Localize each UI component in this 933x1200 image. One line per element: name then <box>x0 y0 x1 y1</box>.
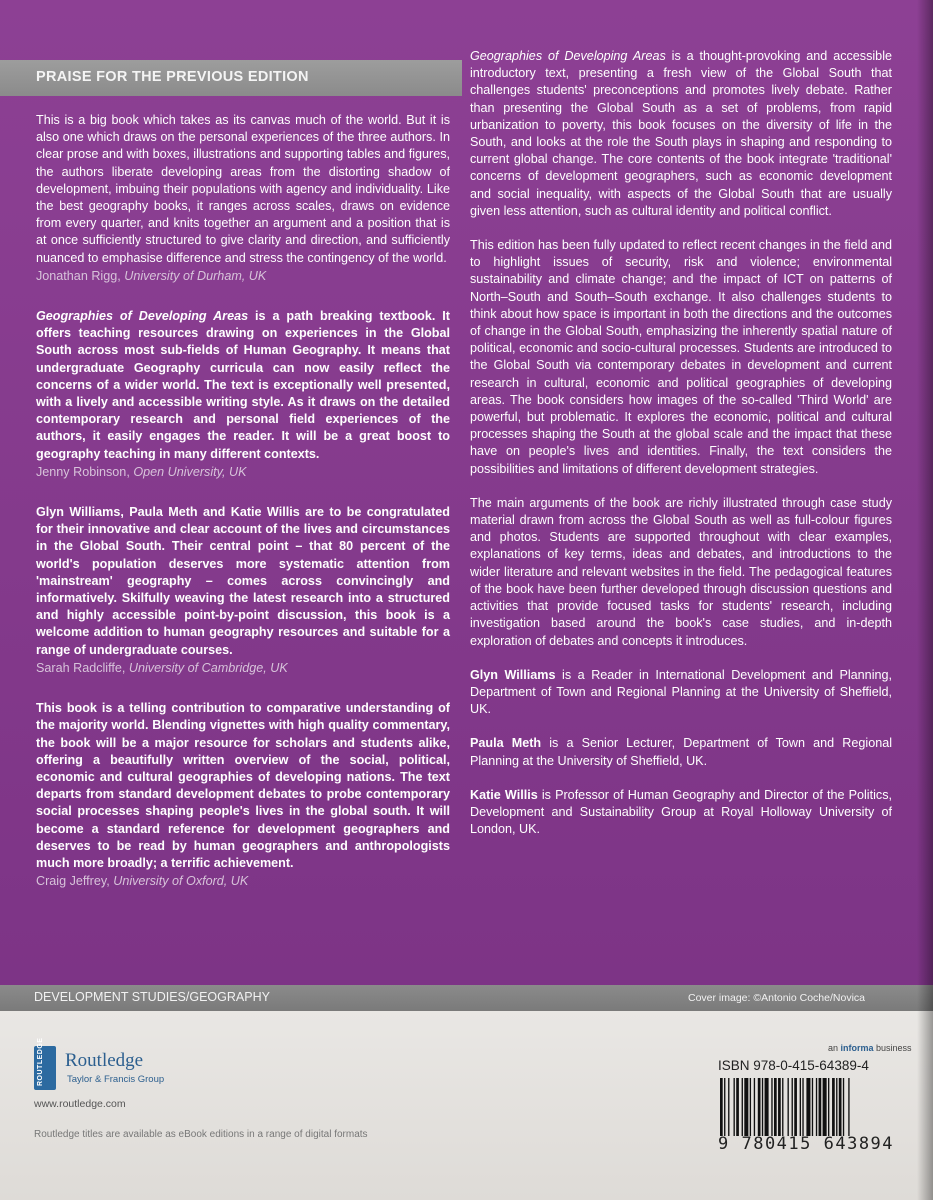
author-bio: Katie Willis is Professor of Human Geography and Director of the Politics, Development and Sustainability Group at Royal Holloway University of London, UK. <box>470 787 892 837</box>
author-name: Katie Willis <box>470 787 538 802</box>
praise-quote <box>36 504 450 677</box>
isbn-label: ISBN 978-0-415-64389-4 <box>718 1058 869 1073</box>
subject-category: DEVELOPMENT STUDIES/GEOGRAPHY <box>34 990 270 1004</box>
subject-strip <box>0 985 933 1011</box>
barcode-digits: 9 780415 643894 <box>718 1134 895 1154</box>
praise-author: Jenny Robinson, <box>36 464 130 479</box>
praise-text: This book is a telling contribution to comparative understanding of the majority world. Blending vignettes with high quality commentary, the book will be a major resource for scholars and students alike, offering a beautifully written overview of the social, political, economic and cultural geographies of developing nations. The text departs from standard development debates to probe contemporary social processes shaping people's lives in the global south. It will become a standard reference for development geographers and deserves to be read by human geographers and anthropologists much more broadly; a terrific achievement. <box>36 701 450 870</box>
book-title-mention: Geographies of Developing Areas <box>36 309 249 324</box>
praise-text: Glyn Williams, Paula Meth and Katie Willis are to be congratulated for their innovative and clear account of the lives and circumstances in the Global South. Their central point – that 80 percent of the world's population deserves more systematic attention from 'mainstream' geography – comes across convincingly and informatively. Skilfully weaving the latest research into a structured and highly accessible point-by-point discussion, this book is a welcome addition to human geography resources and suitable for a range of undergraduate courses. <box>36 505 450 657</box>
praise-author: Jonathan Rigg, <box>36 268 121 283</box>
praise-heading: PRAISE FOR THE PREVIOUS EDITION <box>36 69 309 85</box>
publisher-name: Routledge <box>65 1050 144 1071</box>
praise-attribution <box>36 660 450 677</box>
author-name: Paula Meth <box>470 736 542 751</box>
praise-banner <box>0 60 462 96</box>
praise-affiliation: Open University, UK <box>133 464 247 479</box>
book-title-mention: Geographies of Developing Areas <box>470 49 666 63</box>
praise-author: Sarah Radcliffe, <box>36 660 126 675</box>
praise-text: This is a big book which takes as its canvas much of the world. But it is also one which draws on the personal experiences of the three authors. In clear prose and with boxes, illustrations and supporting tables and figures, the authors liberate developing areas from the distorting shadow of development, imbuing their populations with agency and individuality. Like the best geography books, it ranges across scales, draws on evidence from every quarter, and knits together an argument and a position that is at once sufficiently structured to give clarity and direction, and sufficiently nuanced to emphasise difference and stress the contingency of the world. <box>36 113 450 265</box>
praise-affiliation: University of Durham, UK <box>124 268 267 283</box>
author-bio: Glyn Williams is a Reader in International Development and Planning, Department of Town and Regional Planning at the University of Sheffield, UK. <box>470 667 892 717</box>
praise-attribution <box>36 268 450 285</box>
routledge-logo-mark: ROUTLEDGE <box>34 1046 56 1090</box>
praise-quote <box>36 112 450 285</box>
author-name: Glyn Williams <box>470 667 556 682</box>
praise-author: Craig Jeffrey, <box>36 874 110 889</box>
cover-edge-shadow <box>917 0 933 1200</box>
ebook-note: Routledge titles are available as eBook editions in a range of digital formats <box>34 1129 368 1140</box>
author-bio: Paula Meth is a Senior Lecturer, Department of Town and Regional Planning at the University of Sheffield, UK. <box>470 736 892 768</box>
praise-affiliation: University of Cambridge, UK <box>128 660 288 675</box>
praise-quote <box>36 700 450 890</box>
description-paragraph: Geographies of Developing Areas is a thought-provoking and accessible introductory text, presenting a fresh view of the Global South that challenges students' preconceptions and promotes lively debate. Rather than presenting the Global South as a set of problems, from rapid urbanization to poverty, this book focuses on the diversity of life in the South, and looks at the role the South plays in shaping and responding to current global change. The core contents of the book integrate 'traditional' concerns of development geographers, such as economic development and social inequality, with aspects of the Global South that are usually given less attention, such as cultural identity and political conflict. <box>470 49 892 218</box>
description-paragraph: The main arguments of the book are richly illustrated through case study material drawn from across the Global South as well as full-colour figures and photos. Students are supported throughout with clear examples, explanations of key terms, ideas and debates, and introductions to the wider literature and relevant websites in the field. The pedagogical features of the book have been further developed through discussion questions and activities that provide focused tasks for students' research, including investigation based around the book's case studies, and in-depth exploration of debates and concepts it introduces. <box>470 495 892 648</box>
routledge-logo <box>34 1037 234 1090</box>
praise-text: is a path breaking textbook. It offers teaching resources drawing on experiences in the Global South across most sub-fields of Human Geography. It means that undergraduate Geography curricula can now easily reflect the concerns of a wider world. The text is exceptionally well presented, with a lively and accessible writing style. As it draws on the detailed contemporary research and personal field experiences of the authors, it easily engages the reader. It will be a great boost to geography teaching in many different contexts. <box>36 309 450 461</box>
praise-attribution <box>36 873 450 890</box>
cover-credit: Cover image: ©Antonio Coche/Novica <box>688 992 865 1004</box>
description-column <box>470 48 892 855</box>
informa-tagline: an informa business <box>828 1043 912 1053</box>
description-paragraph: This edition has been fully updated to reflect recent changes in the field and to highlight issues of security, risk and violence; environmental sustainability and climate change; and the impact of ICT on patterns of North–South and South–South exchange. It also challenges students to think about how space is important in both the directions and the outcomes of change in the Global South, emphasizing the inherently spatial nature of political, economic and socio-cultural processes. Students are introduced to the Global South via contemporary debates in development and current research in cultural, economic and political geographies of developing areas. The book considers how images of the so-called 'Third World' are powerful, but problematic. It explores the economic, political and cultural processes shaping the South at the global scale and the impact that these have on people's lives and identities. Finally, the text considers the possibilities and limitations of different development strategies. <box>470 238 892 476</box>
praise-affiliation: University of Oxford, UK <box>113 874 249 889</box>
publisher-url: www.routledge.com <box>34 1098 126 1110</box>
praise-attribution <box>36 464 450 481</box>
praise-quote <box>36 308 450 481</box>
barcode-icon <box>718 1078 896 1136</box>
publisher-tagline: Taylor & Francis Group <box>67 1074 165 1085</box>
praise-column <box>36 112 450 913</box>
informa-brand: informa <box>840 1043 874 1053</box>
